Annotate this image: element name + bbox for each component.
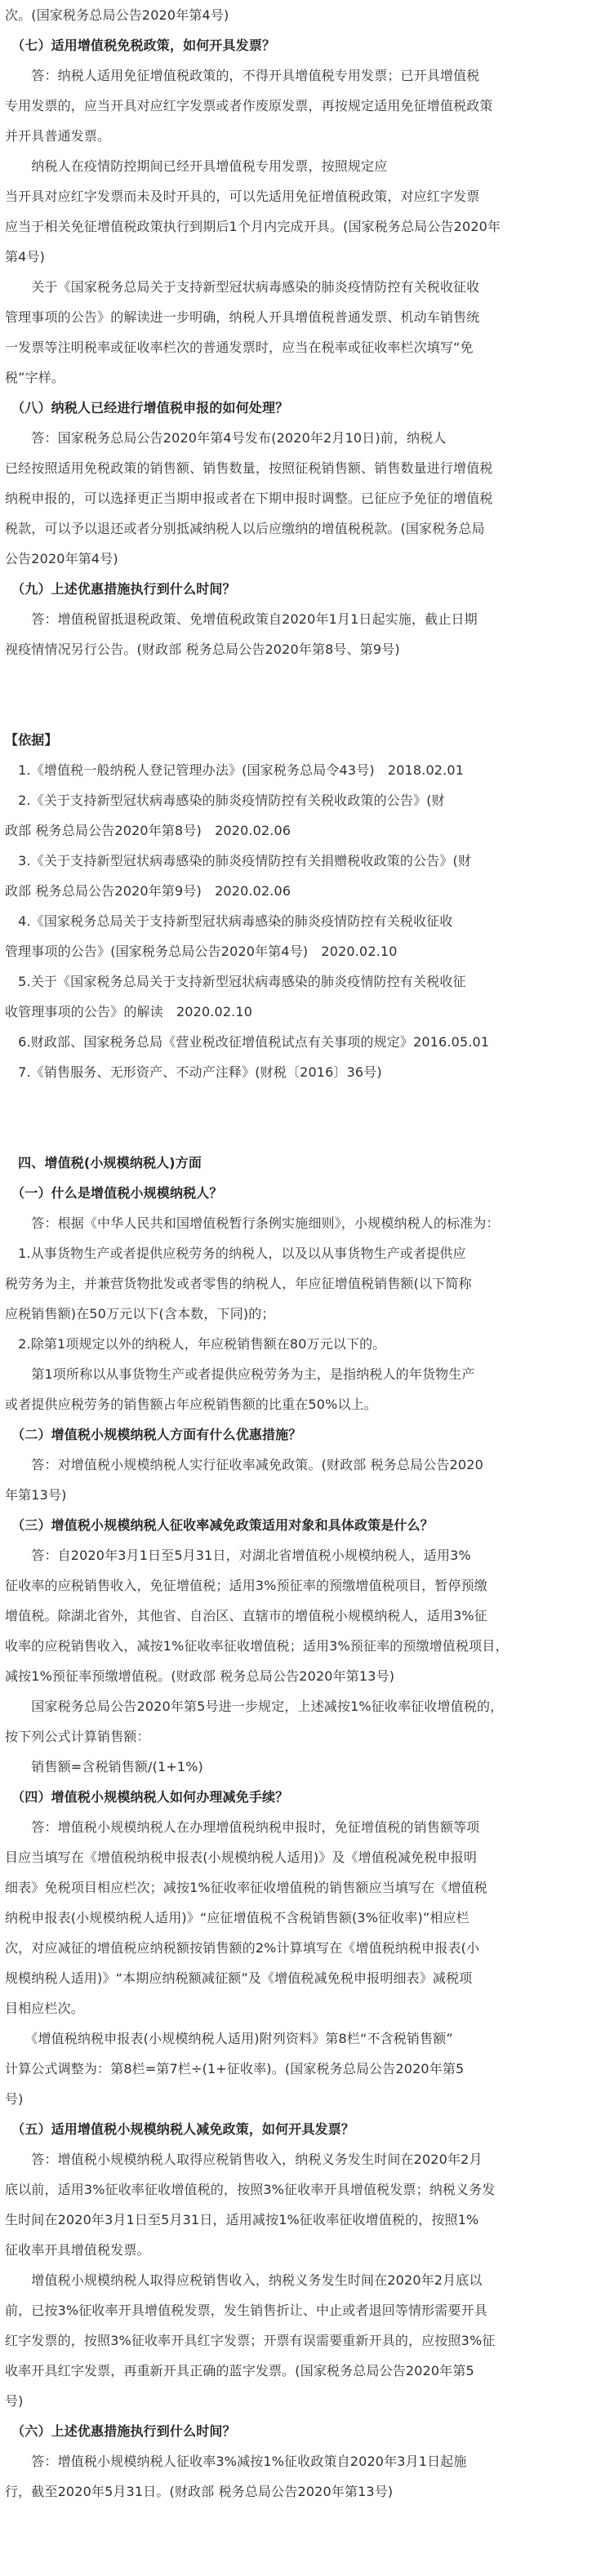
text-line: 或者提供应税劳务的销售额占年应税销售额的比重在50%以上。 — [5, 1397, 377, 1412]
text-line: 目应当填写在《增值税纳税申报表(小规模纳税人适用)》及《增值税减免税申报明 — [5, 1850, 478, 1865]
section-heading: （五）适用增值税小规模纳税人减免政策，如何开具发票？ — [5, 2121, 355, 2137]
text-line: 年第13号) — [5, 1487, 67, 1503]
section-heading: 【依据】 — [5, 732, 58, 748]
section-heading: （九）上述优惠措施执行到什么时间？ — [5, 581, 236, 597]
text-line: 1.从事货物生产或者提供应税劳务的纳税人，以及以从事货物生产或者提供应 — [5, 1246, 466, 1261]
text-line: 管理事项的公告》(国家税务总局公告2020年第4号) 2020.02.10 — [5, 944, 398, 959]
text-line: 专用发票的，应当开具对应红字发票或者作废原发票，再按规定适用免征增值税政策 — [5, 98, 493, 113]
text-line: 收率开具红字发票，再重新开具正确的蓝字发票。(国家税务总局公告2020年第5 — [5, 2363, 474, 2378]
text-line: 2.除第1项规定以外的纳税人，年应税销售额在80万元以下的。 — [5, 1336, 386, 1352]
text-line: 行，截至2020年5月31日。(财政部 税务总局公告2020年第13号) — [5, 2484, 394, 2499]
text-line: 征收率开具增值税发票。 — [5, 2242, 150, 2258]
text-line — [5, 1121, 611, 1145]
text-line: 答：增值税小规模纳税人取得应税销售收入，纳税义务发生时间在2020年2月 — [5, 2152, 483, 2167]
text-line: 号) — [5, 2393, 24, 2409]
section-heading: （八）纳税人已经进行增值税申报的如何处理？ — [5, 400, 289, 415]
text-line: 应税销售额)在50万元以下(含本数，下同)的； — [5, 1306, 275, 1321]
text-line: 红字发票的，按照3%征收率开具红字发票；开票有误需要重新开具的，应按照3%征 — [5, 2333, 496, 2348]
text-line: 销售额=含税销售额/(1+1%) — [5, 1759, 203, 1774]
text-line: 号) — [5, 2091, 24, 2107]
section-heading: 四、增值税(小规模纳税人)方面 — [5, 1155, 202, 1170]
text-line: 公告2020年第4号) — [5, 551, 118, 566]
text-line: 1.《增值税一般纳税人登记管理办法》(国家税务总局令43号) 2018.02.01 — [5, 762, 465, 778]
text-line — [5, 1090, 611, 1115]
text-line: 底以前，适用3%征收率征收增值税的，按照3%征收率开具增值税发票；纳税义务发 — [5, 2182, 496, 2197]
text-line: 4.《国家税务总局关于支持新型冠状病毒感染的肺炎疫情防控有关税收征收 — [5, 913, 453, 929]
text-line: 管理事项的公告》的解读进一步明确，纳税人开具增值税普通发票、机动车销售统 — [5, 309, 480, 325]
text-line: 答：对增值税小规模纳税人实行征收率减免政策。(财政部 税务总局公告2020 — [5, 1457, 483, 1472]
text-line: 第1项所称以从事货物生产或者提供应税劳务为主，是指纳税人的年货物生产 — [5, 1366, 475, 1382]
text-line: 税款，可以予以退还或者分别抵减纳税人以后应缴纳的增值税税款。(国家税务总局 — [5, 521, 485, 536]
section-heading: （一）什么是增值税小规模纳税人？ — [5, 1185, 223, 1201]
text-line: 次，对应减征的增值税应纳税额按销售额的2%计算填写在《增值税纳税申报表(小 — [5, 1940, 480, 1956]
section-heading: （七）适用增值税免税政策，如何开具发票？ — [5, 38, 276, 53]
text-line: 纳税申报的，可以选择更正当期申报或者在下期申报时调整。已征应予免征的增值税 — [5, 491, 493, 506]
text-line: 并开具普通发票。 — [5, 128, 111, 144]
text-line: 答：增值税留抵退税政策、免增值税政策自2020年1月1日起实施，截止日期 — [5, 611, 478, 627]
text-line: 2.《关于支持新型冠状病毒感染的肺炎疫情防控有关税收政策的公告》(财 — [5, 793, 445, 808]
text-line: 答：自2020年3月1日至5月31日，对湖北省增值税小规模纳税人，适用3% — [5, 1548, 471, 1563]
text-line: 减按1%预征率预缴增值税。(财政部 税务总局公告2020年第13号) — [5, 1668, 395, 1684]
text-line: 国家税务总局公告2020年第5号进一步规定，上述减按1%征收率征收增值税的， — [5, 1699, 504, 1714]
text-line: 按下列公式计算销售额： — [5, 1729, 150, 1744]
text-line: 应当于相关免征增值税政策执行到期后1个月内完成开具。(国家税务总局公告2020年 — [5, 219, 501, 234]
text-line: 关于《国家税务总局关于支持新型冠状病毒感染的肺炎疫情防控有关税收征收 — [5, 279, 480, 295]
text-line: 税”字样。 — [5, 370, 65, 385]
text-line: 《增值税纳税申报表(小规模纳税人适用)附列资料》第8栏“不含税销售额” — [5, 2031, 453, 2046]
text-line: 收管理事项的公告》的解读 2020.02.10 — [5, 1004, 253, 1019]
text-line — [5, 698, 611, 722]
text-line: 目相应栏次。 — [5, 2001, 84, 2016]
text-line: 答：增值税小规模纳税人征收率3%减按1%征收政策自2020年3月1日起施 — [5, 2454, 467, 2469]
text-line: 已经按照适用免税政策的销售额、销售数量，按照征税销售额、销售数量进行增值税 — [5, 460, 493, 476]
text-line: 答：增值税小规模纳税人在办理增值税纳税申报时，免征增值税的销售额等项 — [5, 1819, 480, 1835]
text-line: 政部 税务总局公告2020年第9号) 2020.02.06 — [5, 883, 291, 899]
text-line: 规模纳税人适用)》“本期应纳税额减征额”及《增值税减免税申报明细表》减税项 — [5, 1970, 473, 1986]
text-line: 细表》免税项目相应栏次；减按1%征收率征收增值税的销售额应当填写在《增值税 — [5, 1880, 487, 1895]
section-heading: （三）增值税小规模纳税人征收率减免政策适用对象和具体政策是什么？ — [5, 1517, 434, 1533]
text-line: 税劳务为主，并兼营货物批发或者零售的纳税人，年应征增值税销售额(以下简称 — [5, 1276, 472, 1291]
text-line: 次。(国家税务总局公告2020年第4号) — [5, 7, 229, 23]
section-heading: （六）上述优惠措施执行到什么时间？ — [5, 2423, 236, 2439]
text-line: 生时间在2020年3月1日至5月31日，适用减按1%征收率征收增值税的，按照1% — [5, 2212, 479, 2227]
text-line: 计算公式调整为：第8栏=第7栏÷(1+征收率)。(国家税务总局公告2020年第5 — [5, 2061, 465, 2076]
text-line: 前，已按3%征收率开具增值税发票，发生销售折让、中止或者退回等情形需要开具 — [5, 2303, 487, 2318]
text-line — [5, 668, 611, 692]
text-line: 政部 税务总局公告2020年第8号) 2020.02.06 — [5, 823, 291, 838]
text-line: 纳税申报表(小规模纳税人适用)》“应征增值税不含税销售额(3%征收率)”相应栏 — [5, 1910, 469, 1925]
text-line: 视疫情情况另行公告。(财政部 税务总局公告2020年第8号、第9号) — [5, 642, 400, 657]
text-line: 征收率的应税销售收入，免征增值税；适用3%预征率的预缴增值税项目，暂停预缴 — [5, 1578, 487, 1593]
text-line: 答：国家税务总局公告2020年第4号发布(2020年2月10日)前，纳税人 — [5, 430, 447, 446]
text-line: 当开具对应红字发票而未及时开具的，可以先适用免征增值税政策，对应红字发票 — [5, 189, 480, 204]
text-line: 增值税。除湖北省外，其他省、自治区、直辖市的增值税小规模纳税人，适用3%征 — [5, 1608, 487, 1623]
section-heading: （四）增值税小规模纳税人如何办理减免手续？ — [5, 1789, 289, 1805]
text-line: 5.关于《国家税务总局关于支持新型冠状病毒感染的肺炎疫情防控有关税收征 — [5, 974, 466, 989]
text-line: 收率的应税销售收入，减按1%征收率征收增值税；适用3%预征率的预缴增值税项目， — [5, 1638, 509, 1654]
text-line: 3.《关于支持新型冠状病毒感染的肺炎疫情防控有关捐赠税收政策的公告》(财 — [5, 853, 472, 868]
text-line: 答：纳税人适用免征增值税政策的，不得开具增值税专用发票；已开具增值税 — [5, 68, 480, 83]
text-line: 第4号) — [5, 249, 46, 264]
text-line: 纳税人在疫情防控期间已经开具增值税专用发票，按照规定应 — [5, 158, 388, 174]
text-line: 7.《销售服务、无形资产、不动产注释》(财税〔2016〕36号) — [5, 1064, 382, 1080]
text-line: 增值税小规模纳税人取得应税销售收入，纳税义务发生时间在2020年2月底以 — [5, 2272, 483, 2288]
text-line: 一发票等注明税率或征收率栏次的普通发票时，应当在税率或征收率栏次填写“免 — [5, 340, 474, 355]
text-line: 答：根据《中华人民共和国增值税暂行条例实施细则》，小规模纳税人的标准为： — [5, 1215, 500, 1231]
text-line: 6.财政部、国家税务总局《营业税改征增值税试点有关事项的规定》2016.05.01 — [5, 1034, 490, 1050]
section-heading: （二）增值税小规模纳税人方面有什么优惠措施？ — [5, 1427, 302, 1442]
